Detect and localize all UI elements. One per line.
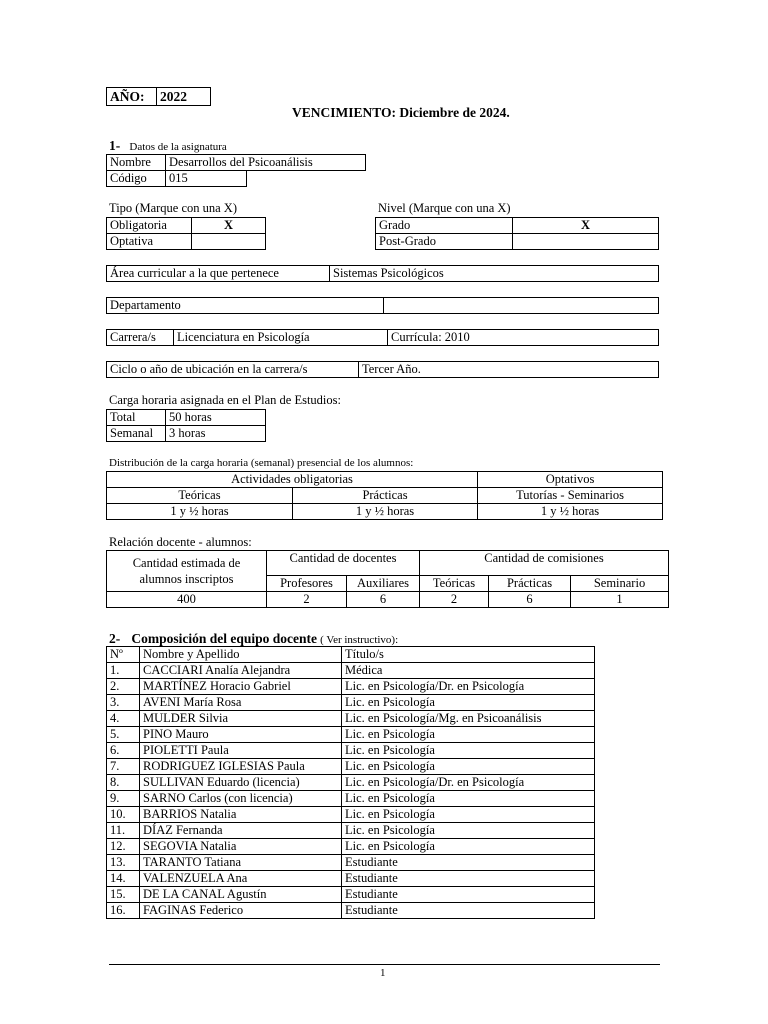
row-number: 7.	[107, 759, 140, 775]
row-number: 1.	[107, 663, 140, 679]
row-nombre: AVENI María Rosa	[140, 695, 342, 711]
row-nombre: MARTÍNEZ Horacio Gabriel	[140, 679, 342, 695]
tutorias-value: 1 y ½ horas	[478, 504, 663, 520]
row-titulo: Lic. en Psicología	[342, 695, 595, 711]
optativa-mark	[192, 234, 266, 250]
carga-table	[106, 409, 266, 442]
section2-number: 2-	[109, 631, 121, 646]
row-number: 12.	[107, 839, 140, 855]
comision-teoricas-header: Teóricas	[420, 576, 489, 592]
cantidad-alumnos-line1: Cantidad estimada de	[132, 556, 241, 570]
codigo-label: Código	[107, 171, 166, 187]
table-row	[107, 871, 595, 887]
row-titulo: Estudiante	[342, 903, 595, 919]
anio-table	[106, 87, 211, 106]
anio-value: 2022	[157, 88, 211, 106]
tipo-table	[106, 217, 266, 250]
total-value: 50 horas	[166, 410, 266, 426]
grado-mark: X	[513, 218, 659, 234]
seminario-header: Seminario	[571, 576, 669, 592]
table-row	[107, 759, 595, 775]
comision-teoricas-value: 2	[420, 592, 489, 608]
alumnos-value: 400	[107, 592, 267, 608]
row-titulo: Lic. en Psicología	[342, 839, 595, 855]
carga-label: Carga horaria asignada en el Plan de Estudios:	[109, 393, 341, 407]
carrera-label: Carrera/s	[107, 330, 174, 346]
col-nombre-header: Nombre y Apellido	[140, 647, 342, 663]
area-table	[106, 265, 659, 282]
area-value: Sistemas Psicológicos	[330, 266, 659, 282]
col-titulo-header: Título/s	[342, 647, 595, 663]
ciclo-table	[106, 361, 659, 378]
row-number: 8.	[107, 775, 140, 791]
row-titulo: Lic. en Psicología/Mg. en Psicoanálisis	[342, 711, 595, 727]
row-number: 6.	[107, 743, 140, 759]
row-nombre: RODRIGUEZ IGLESIAS Paula	[140, 759, 342, 775]
practicas-value: 1 y ½ horas	[293, 504, 478, 520]
cantidad-alumnos-line2: alumnos inscriptos	[139, 572, 234, 586]
profesores-value: 2	[267, 592, 347, 608]
carrera-table	[106, 329, 659, 346]
col-n-header: Nº	[107, 647, 140, 663]
nivel-label: Nivel (Marque con una X)	[378, 201, 511, 215]
ciclo-value: Tercer Año.	[359, 362, 659, 378]
row-titulo: Estudiante	[342, 871, 595, 887]
row-number: 11.	[107, 823, 140, 839]
row-titulo: Lic. en Psicología	[342, 791, 595, 807]
postgrado-label: Post-Grado	[376, 234, 513, 250]
table-row	[107, 743, 595, 759]
table-row	[107, 775, 595, 791]
row-nombre: DE LA CANAL Agustín	[140, 887, 342, 903]
table-row	[107, 839, 595, 855]
distribucion-label: Distribución de la carga horaria (semanal) presencial de los alumnos:	[109, 457, 414, 469]
row-nombre: FAGINAS Federico	[140, 903, 342, 919]
grado-label: Grado	[376, 218, 513, 234]
total-label: Total	[107, 410, 166, 426]
equipo-header-row	[107, 647, 595, 663]
departamento-value	[384, 298, 659, 314]
row-nombre: BARRIOS Natalia	[140, 807, 342, 823]
section2-title: Composición del equipo docente	[131, 631, 318, 646]
comision-practicas-value: 6	[489, 592, 571, 608]
table-row	[107, 695, 595, 711]
distribucion-table	[106, 471, 663, 520]
ciclo-label: Ciclo o año de ubicación en la carrera/s	[107, 362, 359, 378]
row-titulo: Estudiante	[342, 887, 595, 903]
section2-heading	[109, 631, 398, 647]
auxiliares-header: Auxiliares	[347, 576, 420, 592]
departamento-label: Departamento	[107, 298, 384, 314]
table-row	[107, 823, 595, 839]
nombre-table	[106, 154, 366, 171]
row-number: 3.	[107, 695, 140, 711]
table-row	[107, 727, 595, 743]
vencimiento-label: VENCIMIENTO:	[292, 105, 397, 120]
cantidad-alumnos-header	[107, 551, 267, 592]
row-number: 5.	[107, 727, 140, 743]
row-nombre: SEGOVIA Natalia	[140, 839, 342, 855]
row-titulo: Lic. en Psicología/Dr. en Psicología	[342, 775, 595, 791]
row-number: 2.	[107, 679, 140, 695]
row-nombre: VALENZUELA Ana	[140, 871, 342, 887]
row-nombre: PIOLETTI Paula	[140, 743, 342, 759]
curricula-value: Currícula: 2010	[388, 330, 659, 346]
area-label: Área curricular a la que pertenece	[107, 266, 330, 282]
carrera-value: Licenciatura en Psicología	[174, 330, 388, 346]
row-titulo: Médica	[342, 663, 595, 679]
section1-title: Datos de la asignatura	[129, 141, 227, 153]
section1-number: 1-	[109, 138, 121, 153]
row-titulo: Lic. en Psicología	[342, 823, 595, 839]
table-row	[107, 679, 595, 695]
row-titulo: Lic. en Psicología	[342, 743, 595, 759]
codigo-value: 015	[166, 171, 247, 187]
relacion-table	[106, 550, 669, 608]
row-nombre: SULLIVAN Eduardo (licencia)	[140, 775, 342, 791]
semanal-value: 3 horas	[166, 426, 266, 442]
row-nombre: SARNO Carlos (con licencia)	[140, 791, 342, 807]
table-row	[107, 711, 595, 727]
row-nombre: DÍAZ Fernanda	[140, 823, 342, 839]
teoricas-header: Teóricas	[107, 488, 293, 504]
vencimiento	[292, 105, 510, 121]
nivel-table	[375, 217, 659, 250]
table-row	[107, 855, 595, 871]
practicas-header: Prácticas	[293, 488, 478, 504]
cantidad-docentes-header: Cantidad de docentes	[267, 551, 420, 576]
seminario-value: 1	[571, 592, 669, 608]
row-titulo: Lic. en Psicología	[342, 807, 595, 823]
table-row	[107, 663, 595, 679]
row-titulo: Lic. en Psicología/Dr. en Psicología	[342, 679, 595, 695]
vencimiento-value: Diciembre de 2024.	[399, 105, 510, 120]
codigo-table	[106, 170, 247, 187]
row-nombre: TARANTO Tatiana	[140, 855, 342, 871]
auxiliares-value: 6	[347, 592, 420, 608]
row-number: 13.	[107, 855, 140, 871]
row-number: 16.	[107, 903, 140, 919]
section2-note: ( Ver instructivo):	[320, 634, 399, 646]
row-number: 14.	[107, 871, 140, 887]
obligatoria-mark: X	[192, 218, 266, 234]
section1-heading	[109, 138, 227, 154]
profesores-header: Profesores	[267, 576, 347, 592]
table-row	[107, 903, 595, 919]
table-row	[107, 791, 595, 807]
row-number: 15.	[107, 887, 140, 903]
teoricas-value: 1 y ½ horas	[107, 504, 293, 520]
footer-divider	[109, 964, 660, 965]
table-row	[107, 887, 595, 903]
row-nombre: PINO Mauro	[140, 727, 342, 743]
departamento-table	[106, 297, 659, 314]
obligatorias-header: Actividades obligatorias	[107, 472, 478, 488]
tipo-label: Tipo (Marque con una X)	[109, 201, 237, 215]
postgrado-mark	[513, 234, 659, 250]
optativos-header: Optativos	[478, 472, 663, 488]
row-number: 9.	[107, 791, 140, 807]
row-titulo: Estudiante	[342, 855, 595, 871]
equipo-table	[106, 646, 595, 919]
comision-practicas-header: Prácticas	[489, 576, 571, 592]
anio-label: AÑO:	[107, 88, 157, 106]
optativa-label: Optativa	[107, 234, 192, 250]
row-number: 10.	[107, 807, 140, 823]
tutorias-header: Tutorías - Seminarios	[478, 488, 663, 504]
table-row	[107, 807, 595, 823]
page-number: 1	[380, 967, 386, 979]
semanal-label: Semanal	[107, 426, 166, 442]
row-nombre: MULDER Silvia	[140, 711, 342, 727]
row-number: 4.	[107, 711, 140, 727]
obligatoria-label: Obligatoria	[107, 218, 192, 234]
row-titulo: Lic. en Psicología	[342, 759, 595, 775]
relacion-label: Relación docente - alumnos:	[109, 535, 252, 549]
cantidad-comisiones-header: Cantidad de comisiones	[420, 551, 669, 576]
nombre-value: Desarrollos del Psicoanálisis	[166, 155, 366, 171]
nombre-label: Nombre	[107, 155, 166, 171]
row-titulo: Lic. en Psicología	[342, 727, 595, 743]
row-nombre: CACCIARI Analía Alejandra	[140, 663, 342, 679]
